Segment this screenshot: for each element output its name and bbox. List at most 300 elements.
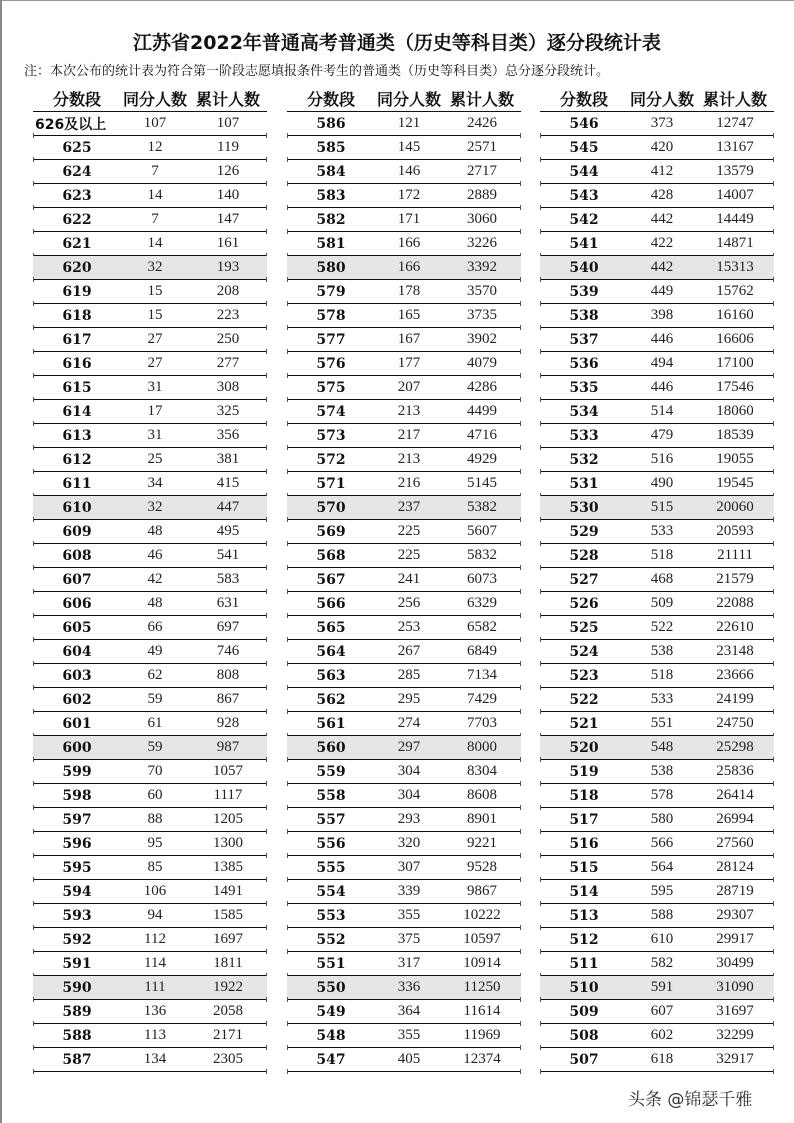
cumulative-cell: 4499	[467, 403, 497, 419]
score-cell: 593	[62, 907, 92, 924]
count-cell: 207	[397, 379, 421, 395]
score-cell: 539	[569, 283, 599, 300]
count-cell: 31	[147, 379, 163, 395]
table-row	[287, 448, 521, 472]
table-row	[540, 856, 774, 880]
count-cell: 618	[650, 1051, 674, 1067]
count-cell: 32	[147, 499, 163, 515]
table-row	[33, 520, 267, 544]
header-cumulative: 累计人数	[702, 89, 767, 109]
score-cell: 550	[316, 979, 346, 996]
score-cell: 543	[569, 187, 599, 204]
table-header	[33, 85, 267, 112]
count-cell: 85	[147, 859, 163, 875]
cumulative-cell: 29917	[716, 931, 754, 947]
count-cell: 15	[147, 307, 163, 323]
cumulative-cell: 3735	[467, 307, 497, 323]
score-cell: 532	[569, 451, 599, 468]
score-cell: 599	[62, 763, 92, 780]
cumulative-cell: 8000	[467, 739, 497, 755]
cumulative-cell: 20593	[716, 523, 754, 539]
count-cell: 449	[650, 283, 674, 299]
cumulative-cell: 22610	[716, 619, 754, 635]
count-cell: 293	[397, 811, 421, 827]
table-row	[540, 496, 774, 520]
table-row	[33, 784, 267, 808]
score-cell: 590	[62, 979, 92, 996]
count-cell: 490	[650, 475, 674, 491]
count-cell: 320	[397, 835, 421, 851]
count-cell: 285	[397, 667, 421, 683]
cumulative-cell: 14871	[716, 235, 754, 251]
table-row	[287, 760, 521, 784]
cumulative-cell: 24750	[716, 715, 754, 731]
table-row	[540, 976, 774, 1000]
cumulative-cell: 7703	[467, 715, 497, 731]
table-row	[540, 304, 774, 328]
table-row	[540, 688, 774, 712]
table-row	[33, 472, 267, 496]
table-header	[287, 85, 521, 112]
count-cell: 27	[147, 355, 163, 371]
score-cell: 578	[316, 307, 346, 324]
table-row	[540, 112, 774, 136]
cumulative-cell: 3570	[467, 283, 497, 299]
cumulative-cell: 14007	[716, 187, 754, 203]
cumulative-cell: 5607	[467, 523, 497, 539]
table-row	[33, 352, 267, 376]
table-row	[287, 592, 521, 616]
table-header	[540, 85, 774, 112]
score-cell: 555	[316, 859, 346, 876]
table-row	[540, 880, 774, 904]
count-cell: 241	[397, 571, 421, 587]
header-count: 同分人数	[122, 89, 187, 109]
table-row	[33, 976, 267, 1000]
score-cell: 602	[62, 691, 92, 708]
header-score: 分数段	[52, 89, 101, 109]
score-cell: 534	[569, 403, 599, 420]
score-cell: 597	[62, 811, 92, 828]
table-column-2	[287, 85, 521, 1072]
score-cell: 552	[316, 931, 346, 948]
table-row	[540, 400, 774, 424]
cumulative-cell: 25298	[716, 739, 754, 755]
cumulative-cell: 6582	[467, 619, 497, 635]
table-row	[33, 808, 267, 832]
table-row	[287, 904, 521, 928]
table-row	[33, 904, 267, 928]
cumulative-cell: 25836	[716, 763, 754, 779]
cumulative-cell: 11969	[463, 1027, 501, 1043]
table-row	[287, 808, 521, 832]
cumulative-cell: 4286	[467, 379, 497, 395]
score-cell: 612	[62, 451, 92, 468]
table-row	[540, 712, 774, 736]
score-cell: 588	[62, 1027, 92, 1044]
table-row	[287, 136, 521, 160]
cumulative-cell: 5382	[467, 499, 497, 515]
table-row	[33, 880, 267, 904]
count-cell: 256	[397, 595, 421, 611]
count-cell: 166	[397, 259, 421, 275]
table-row	[33, 400, 267, 424]
table-row	[33, 424, 267, 448]
count-cell: 355	[397, 1027, 421, 1043]
cumulative-cell: 1057	[213, 763, 243, 779]
count-cell: 317	[397, 955, 421, 971]
score-cell: 625	[62, 139, 92, 156]
score-cell: 511	[569, 955, 599, 972]
table-row	[33, 232, 267, 256]
count-cell: 446	[650, 379, 674, 395]
count-cell: 12	[147, 139, 163, 155]
count-cell: 578	[650, 787, 674, 803]
count-cell: 225	[397, 547, 421, 563]
score-cell: 610	[62, 499, 92, 516]
table-row	[540, 448, 774, 472]
cumulative-cell: 32917	[716, 1051, 754, 1067]
cumulative-cell: 31090	[716, 979, 754, 995]
cumulative-cell: 29307	[716, 907, 754, 923]
table-rows	[33, 112, 267, 1072]
table-row	[540, 328, 774, 352]
table-row	[540, 928, 774, 952]
count-cell: 59	[147, 691, 163, 707]
cumulative-cell: 9528	[467, 859, 497, 875]
table-row	[33, 856, 267, 880]
table-row	[287, 280, 521, 304]
table-row	[287, 304, 521, 328]
table-column-1	[33, 85, 267, 1072]
page-left-border	[0, 0, 2, 1123]
count-cell: 428	[650, 187, 674, 203]
cumulative-cell: 19545	[716, 475, 754, 491]
table-row	[287, 160, 521, 184]
score-cell: 507	[569, 1051, 599, 1068]
count-cell: 533	[650, 523, 674, 539]
cumulative-cell: 325	[216, 403, 240, 419]
table-row	[540, 424, 774, 448]
table-row	[33, 640, 267, 664]
count-cell: 88	[147, 811, 163, 827]
cumulative-cell: 16606	[716, 331, 754, 347]
score-cell: 596	[62, 835, 92, 852]
cumulative-cell: 415	[216, 475, 240, 491]
cumulative-cell: 18539	[716, 427, 754, 443]
count-cell: 167	[397, 331, 421, 347]
cumulative-cell: 208	[216, 283, 240, 299]
cumulative-cell: 22088	[716, 595, 754, 611]
score-cell: 517	[569, 811, 599, 828]
table-rows	[540, 112, 774, 1072]
score-cell: 558	[316, 787, 346, 804]
score-cell: 598	[62, 787, 92, 804]
score-cell: 510	[569, 979, 599, 996]
table-row	[287, 376, 521, 400]
score-cell: 562	[316, 691, 346, 708]
count-cell: 17	[147, 403, 163, 419]
score-cell: 607	[62, 571, 92, 588]
count-cell: 479	[650, 427, 674, 443]
cumulative-cell: 26414	[716, 787, 754, 803]
cumulative-cell: 4716	[467, 427, 497, 443]
cumulative-cell: 11614	[463, 1003, 501, 1019]
score-cell: 583	[316, 187, 346, 204]
count-cell: 274	[397, 715, 421, 731]
count-cell: 113	[144, 1027, 166, 1043]
table-row	[33, 952, 267, 976]
cumulative-cell: 31697	[716, 1003, 754, 1019]
cumulative-cell: 1205	[213, 811, 243, 827]
count-cell: 48	[147, 523, 163, 539]
cumulative-cell: 28719	[716, 883, 754, 899]
table-row	[33, 304, 267, 328]
count-cell: 375	[397, 931, 421, 947]
count-cell: 178	[397, 283, 421, 299]
score-cell: 587	[62, 1051, 92, 1068]
score-cell: 542	[569, 211, 599, 228]
header-cumulative: 累计人数	[449, 89, 514, 109]
cumulative-cell: 17546	[716, 379, 754, 395]
count-cell: 580	[650, 811, 674, 827]
count-cell: 295	[397, 691, 421, 707]
cumulative-cell: 10914	[463, 955, 501, 971]
cumulative-cell: 140	[216, 187, 240, 203]
score-cell: 509	[569, 1003, 599, 1020]
score-cell: 592	[62, 931, 92, 948]
table-row	[33, 280, 267, 304]
table-row	[287, 856, 521, 880]
table-row	[540, 760, 774, 784]
count-cell: 7	[151, 211, 159, 227]
count-cell: 165	[397, 307, 421, 323]
cumulative-cell: 16160	[716, 307, 754, 323]
score-cell: 622	[62, 211, 92, 228]
count-cell: 70	[147, 763, 163, 779]
table-row	[287, 352, 521, 376]
score-cell: 513	[569, 907, 599, 924]
score-cell: 623	[62, 187, 92, 204]
count-cell: 422	[650, 235, 674, 251]
table-row	[540, 544, 774, 568]
cumulative-cell: 8901	[467, 811, 497, 827]
table-row	[540, 1000, 774, 1024]
score-cell: 536	[569, 355, 599, 372]
cumulative-cell: 250	[216, 331, 240, 347]
score-cell: 574	[316, 403, 346, 420]
count-cell: 171	[397, 211, 421, 227]
score-cell: 548	[316, 1027, 346, 1044]
count-cell: 420	[650, 139, 674, 155]
score-cell: 601	[62, 715, 92, 732]
score-cell: 538	[569, 307, 599, 324]
score-cell: 515	[569, 859, 599, 876]
count-cell: 582	[650, 955, 674, 971]
cumulative-cell: 1117	[213, 787, 243, 803]
score-cell: 525	[569, 619, 599, 636]
table-row	[287, 400, 521, 424]
header-score: 分数段	[306, 89, 355, 109]
cumulative-cell: 1585	[213, 907, 243, 923]
count-cell: 14	[147, 187, 163, 203]
count-cell: 216	[397, 475, 421, 491]
score-cell: 521	[569, 715, 599, 732]
cumulative-cell: 12747	[716, 115, 754, 131]
count-cell: 339	[397, 883, 421, 899]
table-row	[540, 664, 774, 688]
score-cell: 577	[316, 331, 346, 348]
document-title: 江苏省2022年普通高考普通类（历史等科目类）逐分段统计表	[133, 32, 661, 54]
score-cell: 560	[316, 739, 346, 756]
table-row	[287, 952, 521, 976]
header-cumulative: 累计人数	[195, 89, 260, 109]
score-cell: 568	[316, 547, 346, 564]
count-cell: 94	[147, 907, 163, 923]
cumulative-cell: 23666	[716, 667, 754, 683]
table-row	[33, 328, 267, 352]
cumulative-cell: 3902	[467, 331, 497, 347]
score-cell: 613	[62, 427, 92, 444]
cumulative-cell: 2889	[467, 187, 497, 203]
score-cell: 615	[62, 379, 92, 396]
table-row	[287, 880, 521, 904]
score-cell: 553	[316, 907, 346, 924]
score-cell: 561	[316, 715, 346, 732]
score-cell: 535	[569, 379, 599, 396]
count-cell: 225	[397, 523, 421, 539]
document-note: 注：本次公布的统计表为符合第一阶段志愿填报条件考生的普通类（历史等科目类）总分逐分段统计。	[24, 64, 610, 79]
count-cell: 217	[397, 427, 421, 443]
count-cell: 304	[397, 787, 421, 803]
table-row	[287, 1048, 521, 1072]
cumulative-cell: 6073	[467, 571, 497, 587]
table-row	[33, 1024, 267, 1048]
score-cell: 567	[316, 571, 346, 588]
table-row	[287, 976, 521, 1000]
table-row	[287, 568, 521, 592]
score-cell: 520	[569, 739, 599, 756]
score-cell: 544	[569, 163, 599, 180]
table-rows	[287, 112, 521, 1072]
table-row	[540, 520, 774, 544]
score-cell: 512	[569, 931, 599, 948]
score-cell: 523	[569, 667, 599, 684]
cumulative-cell: 8304	[467, 763, 497, 779]
cumulative-cell: 697	[216, 619, 240, 635]
table-row	[33, 1048, 267, 1072]
cumulative-cell: 12374	[463, 1051, 501, 1067]
count-cell: 34	[147, 475, 163, 491]
cumulative-cell: 1491	[213, 883, 243, 899]
score-cell: 618	[62, 307, 92, 324]
cumulative-cell: 381	[216, 451, 240, 467]
cumulative-cell: 2171	[213, 1027, 243, 1043]
table-row	[540, 184, 774, 208]
count-cell: 48	[147, 595, 163, 611]
table-row	[33, 448, 267, 472]
table-row	[540, 808, 774, 832]
cumulative-cell: 119	[217, 139, 239, 155]
count-cell: 267	[397, 643, 421, 659]
count-cell: 564	[650, 859, 674, 875]
table-row	[287, 712, 521, 736]
score-cell: 554	[316, 883, 346, 900]
score-cell: 533	[569, 427, 599, 444]
table-row	[33, 160, 267, 184]
table-row	[540, 1024, 774, 1048]
cumulative-cell: 223	[216, 307, 240, 323]
cumulative-cell: 28124	[716, 859, 754, 875]
score-cell: 605	[62, 619, 92, 636]
table-row	[287, 616, 521, 640]
score-cell: 563	[316, 667, 346, 684]
count-cell: 7	[151, 163, 159, 179]
table-row	[33, 1000, 267, 1024]
table-row	[33, 928, 267, 952]
score-cell: 551	[316, 955, 346, 972]
score-cell: 559	[316, 763, 346, 780]
table-row	[540, 592, 774, 616]
table-row	[540, 952, 774, 976]
count-cell: 121	[397, 115, 421, 131]
table-row	[540, 640, 774, 664]
count-cell: 336	[397, 979, 421, 995]
cumulative-cell: 2305	[213, 1051, 243, 1067]
table-row	[33, 592, 267, 616]
cumulative-cell: 9221	[467, 835, 497, 851]
cumulative-cell: 14449	[716, 211, 754, 227]
score-cell: 545	[569, 139, 599, 156]
watermark: 头条 @锦瑟千雅	[628, 1090, 753, 1110]
table-row	[33, 760, 267, 784]
cumulative-cell: 541	[216, 547, 240, 563]
count-cell: 46	[147, 547, 163, 563]
table-row	[287, 640, 521, 664]
count-cell: 32	[147, 259, 163, 275]
table-row	[287, 184, 521, 208]
score-cell: 606	[62, 595, 92, 612]
table-row	[540, 352, 774, 376]
count-cell: 136	[143, 1003, 167, 1019]
cumulative-cell: 17100	[716, 355, 754, 371]
count-cell: 307	[397, 859, 421, 875]
cumulative-cell: 161	[216, 235, 240, 251]
count-cell: 237	[397, 499, 421, 515]
count-cell: 398	[650, 307, 674, 323]
count-cell: 494	[650, 355, 674, 371]
table-row	[540, 208, 774, 232]
table-row	[33, 616, 267, 640]
cumulative-cell: 6329	[467, 595, 497, 611]
table-row	[33, 736, 267, 760]
table-row	[287, 664, 521, 688]
score-cell: 526	[569, 595, 599, 612]
cumulative-cell: 5832	[467, 547, 497, 563]
count-cell: 213	[397, 403, 421, 419]
cumulative-cell: 11250	[463, 979, 501, 995]
score-cell: 600	[62, 739, 92, 756]
cumulative-cell: 30499	[716, 955, 754, 971]
count-cell: 27	[147, 331, 163, 347]
table-row	[287, 328, 521, 352]
score-cell: 549	[316, 1003, 346, 1020]
table-row	[287, 1024, 521, 1048]
count-cell: 31	[147, 427, 163, 443]
score-cell: 571	[316, 475, 346, 492]
count-cell: 106	[143, 883, 167, 899]
table-row	[287, 928, 521, 952]
